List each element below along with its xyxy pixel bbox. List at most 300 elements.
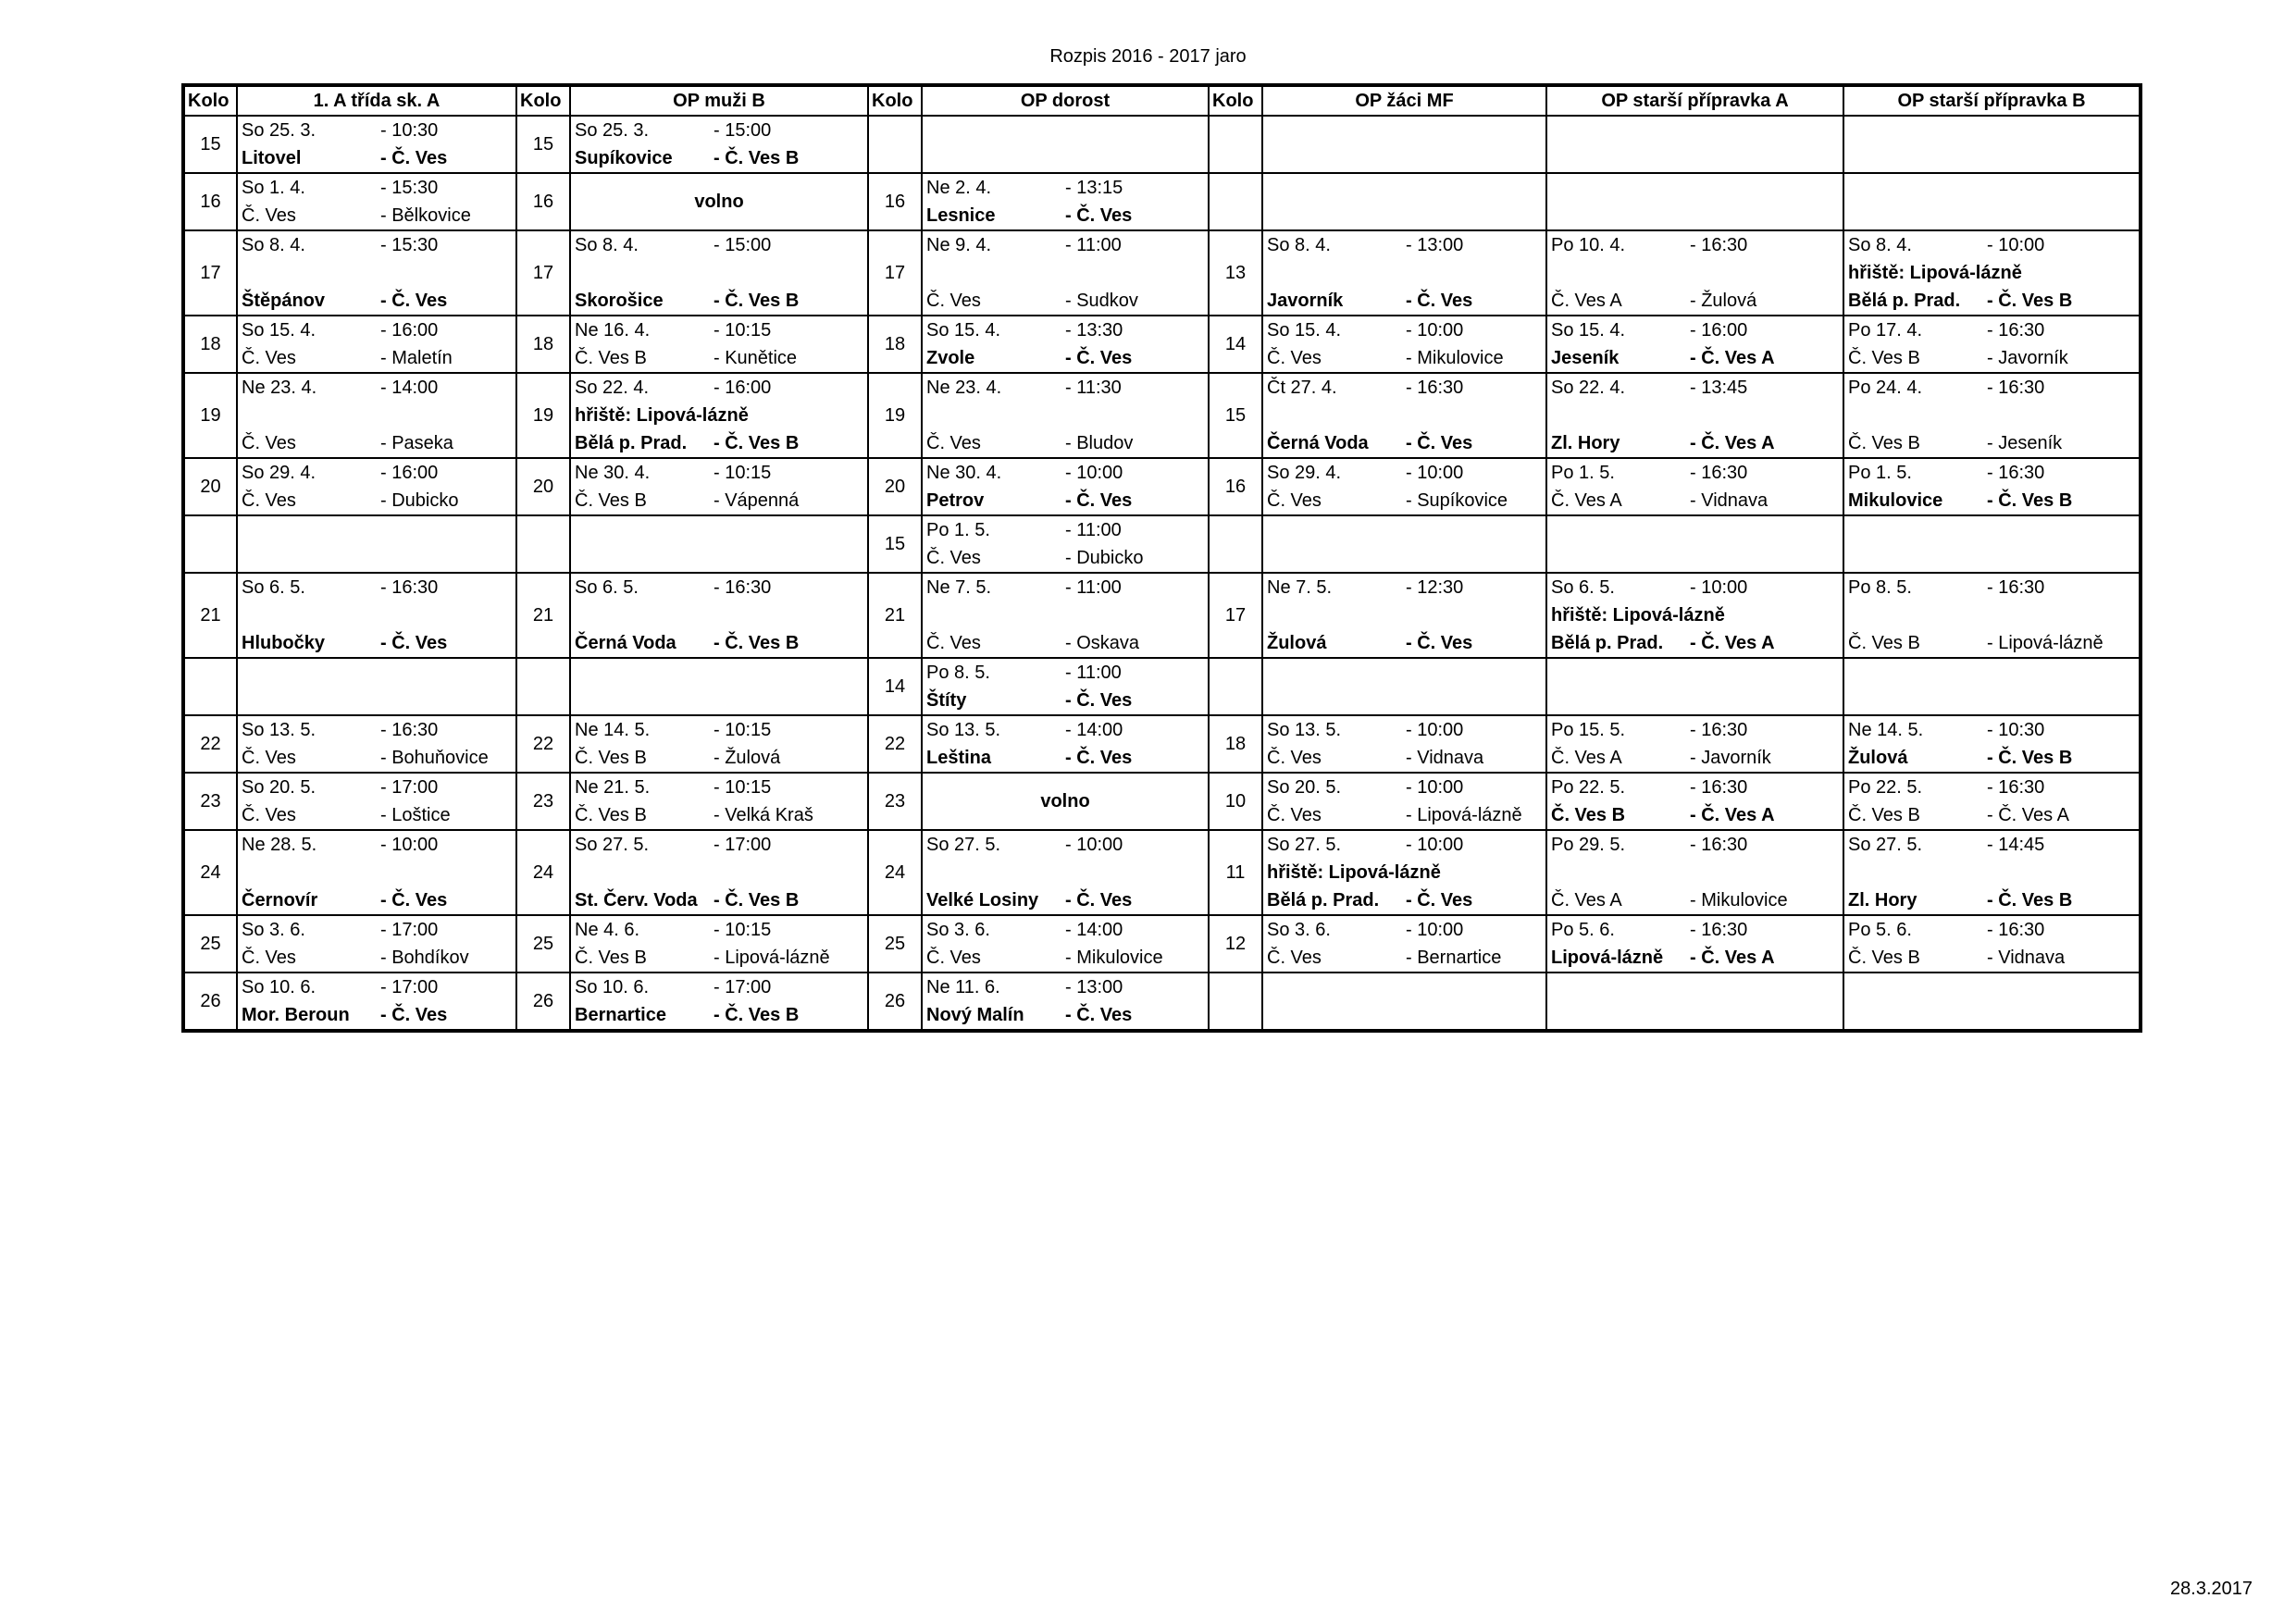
match-cell	[1262, 373, 1546, 458]
match-line	[242, 944, 514, 972]
match-line-left: Černá Voda	[1267, 433, 1369, 453]
match-line-right: - 10:00	[380, 835, 439, 855]
match-line-left: Po 1. 5.	[926, 520, 990, 540]
match-cell	[1262, 230, 1546, 316]
match-line-left: Supíkovice	[575, 148, 673, 168]
match-line-left: Zl. Hory	[1551, 433, 1620, 453]
match-line-left: Nový Malín	[926, 1005, 1024, 1025]
match-line	[1848, 601, 2137, 629]
match-line-left: Ne 21. 5.	[575, 777, 651, 798]
kolo-number: 14	[1209, 316, 1262, 373]
match-line	[1848, 316, 2137, 344]
match-line-left: Č. Ves	[242, 348, 296, 368]
match-line	[1848, 1001, 2137, 1029]
match-line	[1267, 944, 1544, 972]
match-line	[242, 601, 514, 629]
match-line	[1267, 117, 1544, 144]
match-line-left: Černovír	[242, 890, 318, 911]
match-line-right: - Č. Ves	[380, 291, 448, 311]
match-line-left: Po 17. 4.	[1848, 320, 1923, 341]
match-line	[575, 374, 865, 402]
match-line	[242, 916, 514, 944]
match-line-left: Jeseník	[1551, 348, 1620, 368]
match-cell	[922, 173, 1209, 230]
match-line	[1848, 144, 2137, 172]
match-line	[242, 231, 514, 259]
match-line-left: Č. Ves	[926, 433, 981, 453]
match-line	[242, 744, 514, 772]
match-line	[1267, 831, 1544, 859]
match-cell	[237, 173, 516, 230]
match-line	[1267, 144, 1544, 172]
match-line-right: - 14:00	[1065, 920, 1123, 940]
match-line	[926, 429, 1206, 457]
match-line	[926, 601, 1206, 629]
schedule-row	[183, 715, 2141, 773]
kolo-number: 26	[868, 973, 922, 1031]
match-line	[926, 859, 1206, 886]
match-line	[242, 117, 514, 144]
match-line-left: Č. Ves B	[575, 490, 647, 511]
match-cell	[237, 915, 516, 973]
kolo-number: 12	[1209, 915, 1262, 973]
schedule-row	[183, 458, 2141, 515]
match-line	[242, 687, 514, 714]
match-cell	[570, 973, 868, 1031]
match-line-right: - Č. Ves	[380, 633, 448, 653]
kolo-number: 14	[868, 658, 922, 715]
match-cell	[1843, 915, 2141, 973]
match-line-right: - Paseka	[380, 433, 453, 453]
match-line-right: - 10:00	[1987, 235, 2045, 255]
match-line-right: - 17:00	[380, 920, 439, 940]
match-line	[1551, 459, 1841, 487]
match-line	[926, 716, 1206, 744]
match-line	[1848, 231, 2137, 259]
kolo-number	[183, 515, 237, 573]
match-line-right: - Dubicko	[1065, 548, 1144, 568]
match-line	[1551, 774, 1841, 801]
match-line	[1551, 744, 1841, 772]
match-cell	[570, 316, 868, 373]
kolo-number: 19	[183, 373, 237, 458]
match-line-right: - 16:30	[1987, 920, 2045, 940]
match-line-right: - Sudkov	[1065, 291, 1138, 311]
match-cell	[1843, 316, 2141, 373]
match-line-right: - 16:30	[1987, 320, 2045, 341]
match-line	[242, 516, 514, 544]
match-cell	[1843, 573, 2141, 658]
match-line-left: Č. Ves B	[575, 348, 647, 368]
match-line-right: - Č. Ves	[1406, 890, 1473, 911]
match-line-right: - 10:00	[1065, 463, 1123, 483]
match-line	[926, 374, 1206, 402]
match-line-right: - Loštice	[380, 805, 451, 825]
match-line-right: - Č. Ves B	[1987, 890, 2073, 911]
match-line	[1551, 287, 1841, 315]
match-line-right: - Č. Ves A	[1987, 805, 2069, 825]
match-line	[575, 831, 865, 859]
match-line-left: Žulová	[1848, 748, 1908, 768]
match-line	[1551, 916, 1841, 944]
match-line	[1848, 687, 2137, 714]
match-line	[1267, 287, 1544, 315]
header-kolo: Kolo	[516, 85, 570, 116]
match-line-right: - Vidnava	[1987, 948, 2066, 968]
match-line-left: Č. Ves B	[1848, 348, 1920, 368]
match-line	[1267, 1001, 1544, 1029]
match-line-left: Po 5. 6.	[1848, 920, 1912, 940]
match-line-right: - Č. Ves B	[714, 1005, 800, 1025]
match-line-right: - 11:00	[1065, 663, 1122, 683]
match-line-right: - 10:00	[1690, 577, 1748, 598]
match-line	[926, 316, 1206, 344]
match-line-left: Č. Ves B	[1848, 805, 1920, 825]
kolo-number: 11	[1209, 830, 1262, 915]
match-line	[242, 287, 514, 315]
kolo-number: 18	[516, 316, 570, 373]
match-line	[926, 202, 1206, 229]
match-line-left: Ne 23. 4.	[926, 378, 1002, 398]
match-line-right: - Maletín	[380, 348, 453, 368]
match-line	[575, 429, 865, 457]
kolo-number: 21	[516, 573, 570, 658]
match-line-right: - Lipová-lázně	[714, 948, 830, 968]
match-line	[1551, 629, 1841, 657]
match-line	[575, 774, 865, 801]
match-line	[926, 287, 1206, 315]
match-cell	[237, 316, 516, 373]
empty-cell	[1546, 173, 1843, 230]
match-line	[575, 287, 865, 315]
match-cell	[922, 458, 1209, 515]
kolo-number: 26	[183, 973, 237, 1031]
match-line-left: Ne 16. 4.	[575, 320, 651, 341]
match-line	[1267, 259, 1544, 287]
schedule-row	[183, 658, 2141, 715]
kolo-number: 24	[868, 830, 922, 915]
match-line	[575, 687, 865, 714]
kolo-number: 21	[868, 573, 922, 658]
match-line-left: Č. Ves	[926, 948, 981, 968]
match-cell	[1843, 373, 2141, 458]
match-line-left: Bernartice	[575, 1005, 666, 1025]
match-line-right: - 16:30	[1690, 463, 1748, 483]
match-line	[1267, 916, 1544, 944]
match-line	[1551, 374, 1841, 402]
match-line-right: - 13:00	[1065, 977, 1123, 997]
page-title: Rozpis 2016 - 2017 jaro	[1049, 46, 1247, 67]
match-line-right: - 17:00	[380, 777, 439, 798]
match-line	[1848, 287, 2137, 315]
empty-cell	[1546, 658, 1843, 715]
schedule-row	[183, 830, 2141, 915]
empty-cell	[1843, 116, 2141, 173]
footer-date: 28.3.2017	[2170, 1579, 2253, 1599]
match-cell	[1843, 230, 2141, 316]
match-line	[242, 344, 514, 372]
empty-cell	[1546, 973, 1843, 1031]
match-line-right: - Č. Ves	[1406, 433, 1473, 453]
match-line	[1551, 886, 1841, 914]
match-line-left: Č. Ves	[242, 205, 296, 226]
match-line-left: Po 22. 5.	[1551, 777, 1626, 798]
match-line-left: Po 22. 5.	[1848, 777, 1923, 798]
match-line	[926, 831, 1206, 859]
schedule-row	[183, 573, 2141, 658]
match-line-right: - 16:00	[714, 378, 772, 398]
match-line-left: Petrov	[926, 490, 985, 511]
match-line-left: So 20. 5.	[242, 777, 316, 798]
match-line	[575, 659, 865, 687]
match-line-right: - 17:00	[714, 977, 772, 997]
kolo-number: 18	[1209, 715, 1262, 773]
match-line	[1848, 973, 2137, 1001]
match-line	[1848, 374, 2137, 402]
empty-cell	[1546, 515, 1843, 573]
match-cell	[922, 515, 1209, 573]
match-line-left: Po 8. 5.	[1848, 577, 1912, 598]
match-line	[926, 402, 1206, 429]
match-line-right: - Bludov	[1065, 433, 1134, 453]
match-line-left: So 6. 5.	[575, 577, 639, 598]
match-line-left: So 3. 6.	[1267, 920, 1331, 940]
match-line-left: Velké Losiny	[926, 890, 1039, 911]
header-competition: OP starší přípravka B	[1843, 85, 2141, 116]
kolo-number: 23	[183, 773, 237, 830]
match-line	[1551, 231, 1841, 259]
match-cell	[237, 773, 516, 830]
match-line	[242, 1001, 514, 1029]
empty-cell	[1546, 116, 1843, 173]
match-line-right: - 14:45	[1987, 835, 2045, 855]
header-row	[183, 85, 2141, 116]
match-line-left: So 6. 5.	[242, 577, 305, 598]
match-line-left: So 29. 4.	[242, 463, 316, 483]
match-line-left: Ne 9. 4.	[926, 235, 992, 255]
match-line	[926, 174, 1206, 202]
match-line	[1551, 687, 1841, 714]
match-line-left: Javorník	[1267, 291, 1344, 311]
match-line-left: Č. Ves B	[575, 805, 647, 825]
match-line	[242, 973, 514, 1001]
header-kolo: Kolo	[1209, 85, 1262, 116]
match-line-right: - 16:30	[380, 720, 439, 740]
header-competition: OP žáci MF	[1262, 85, 1546, 116]
empty-cell	[922, 116, 1209, 173]
match-line	[242, 659, 514, 687]
match-line	[1848, 886, 2137, 914]
match-line	[242, 174, 514, 202]
match-line	[575, 544, 865, 572]
kolo-number: 25	[868, 915, 922, 973]
match-line	[242, 429, 514, 457]
match-line-right: - Č. Ves B	[714, 890, 800, 911]
match-line	[1551, 202, 1841, 229]
kolo-number: 23	[516, 773, 570, 830]
match-line-right: - 11:00	[1065, 235, 1122, 255]
match-line	[242, 629, 514, 657]
match-cell	[1262, 316, 1546, 373]
match-line	[926, 629, 1206, 657]
match-cell	[237, 573, 516, 658]
match-cell	[1262, 830, 1546, 915]
match-line	[1551, 344, 1841, 372]
match-cell	[1262, 715, 1546, 773]
match-line-right: - Č. Ves	[1065, 490, 1133, 511]
match-line-right: - Vápenná	[714, 490, 800, 511]
match-line-left: Č. Ves	[242, 805, 296, 825]
kolo-number: 20	[183, 458, 237, 515]
match-line-left: Bělá p. Prad.	[1848, 291, 1961, 311]
match-line-right: - Č. Ves B	[714, 433, 800, 453]
match-line	[1551, 973, 1841, 1001]
match-line-left: Zl. Hory	[1848, 890, 1917, 911]
match-line-left: Č. Ves B	[575, 748, 647, 768]
match-line	[1848, 629, 2137, 657]
kolo-number: 24	[183, 830, 237, 915]
match-line	[1551, 601, 1841, 629]
match-line-right: - 15:00	[714, 120, 772, 141]
match-line	[575, 1001, 865, 1029]
match-line	[1267, 487, 1544, 514]
match-line	[1267, 374, 1544, 402]
match-line	[1551, 487, 1841, 514]
kolo-number	[868, 116, 922, 173]
match-line-left: Ne 7. 5.	[1267, 577, 1333, 598]
match-line	[1848, 801, 2137, 829]
match-line-right: - Č. Ves	[1065, 205, 1133, 226]
match-line-right: - Č. Ves	[380, 890, 448, 911]
match-line-left: So 22. 4.	[575, 378, 650, 398]
match-line-right: - 10:30	[1987, 720, 2045, 740]
match-line-left: Ne 2. 4.	[926, 178, 992, 198]
match-line-left: Č. Ves	[926, 633, 981, 653]
match-line	[1267, 174, 1544, 202]
match-cell	[922, 830, 1209, 915]
match-line-left: Č. Ves B	[1551, 805, 1626, 825]
match-line-left: So 13. 5.	[926, 720, 1001, 740]
match-line-right: - 10:15	[714, 777, 772, 798]
kolo-number: 18	[183, 316, 237, 373]
kolo-number: 15	[516, 116, 570, 173]
match-line	[575, 402, 865, 429]
header-kolo: Kolo	[868, 85, 922, 116]
match-line	[242, 544, 514, 572]
match-line-right: - 16:30	[1690, 920, 1748, 940]
match-line	[575, 859, 865, 886]
match-line	[926, 516, 1206, 544]
match-cell	[922, 715, 1209, 773]
match-line-left: Č. Ves A	[1551, 291, 1622, 311]
match-line-left: Č. Ves	[1267, 948, 1322, 968]
match-line-left: So 8. 4.	[1267, 235, 1331, 255]
match-line-right: - Mikulovice	[1406, 348, 1504, 368]
match-cell	[570, 373, 868, 458]
match-line-right: - Javorník	[1690, 748, 1771, 768]
match-line	[1551, 831, 1841, 859]
empty-cell	[1843, 173, 2141, 230]
match-line	[1551, 859, 1841, 886]
match-line-right: - Bohdíkov	[380, 948, 469, 968]
match-line	[1848, 174, 2137, 202]
match-cell	[1546, 830, 1843, 915]
match-line-right: - Oskava	[1065, 633, 1140, 653]
empty-cell	[1843, 973, 2141, 1031]
match-line-right: - Č. Ves	[1406, 633, 1473, 653]
match-cell	[237, 230, 516, 316]
empty-cell	[1262, 116, 1546, 173]
match-line-right: - Č. Ves B	[714, 291, 800, 311]
match-line	[1551, 716, 1841, 744]
match-line-right: - 16:30	[1406, 378, 1464, 398]
match-line	[1267, 629, 1544, 657]
match-line-right: - 10:00	[1406, 920, 1464, 940]
match-line-left: hřiště: Lipová-lázně	[1848, 263, 2022, 283]
match-line	[1551, 316, 1841, 344]
match-cell	[1843, 773, 2141, 830]
kolo-number	[1209, 973, 1262, 1031]
match-line-right: - 16:30	[1987, 777, 2045, 798]
match-line	[1551, 574, 1841, 601]
match-cell	[1546, 715, 1843, 773]
kolo-number: 16	[868, 173, 922, 230]
match-line-right: - Č. Ves	[1065, 690, 1133, 711]
match-line	[575, 259, 865, 287]
schedule-row	[183, 373, 2141, 458]
match-line	[1848, 516, 2137, 544]
match-line	[242, 774, 514, 801]
match-line-left: So 15. 4.	[1551, 320, 1626, 341]
match-line-right: - 11:30	[1065, 378, 1122, 398]
match-line-right: - Č. Ves A	[1690, 433, 1775, 453]
match-line	[1267, 859, 1544, 886]
match-line	[242, 716, 514, 744]
kolo-number	[1209, 658, 1262, 715]
match-line	[575, 629, 865, 657]
match-line	[1267, 716, 1544, 744]
match-line-right: - 14:00	[1065, 720, 1123, 740]
match-cell	[237, 373, 516, 458]
match-line	[1848, 916, 2137, 944]
kolo-number: 20	[868, 458, 922, 515]
match-line-right: - 10:15	[714, 463, 772, 483]
match-line-right: - 15:30	[380, 235, 439, 255]
match-line	[926, 916, 1206, 944]
match-line	[575, 601, 865, 629]
match-line	[575, 487, 865, 514]
match-line	[242, 374, 514, 402]
match-line	[1267, 744, 1544, 772]
kolo-number: 16	[1209, 458, 1262, 515]
match-line	[242, 859, 514, 886]
match-cell	[237, 973, 516, 1031]
match-line-left: So 6. 5.	[1551, 577, 1615, 598]
match-cell	[570, 573, 868, 658]
match-line	[1267, 429, 1544, 457]
schedule-row	[183, 316, 2141, 373]
kolo-number	[516, 658, 570, 715]
match-line	[1848, 459, 2137, 487]
match-cell	[922, 658, 1209, 715]
match-line-right: - Bernartice	[1406, 948, 1502, 968]
kolo-number	[183, 658, 237, 715]
kolo-number	[1209, 116, 1262, 173]
match-line-left: Č. Ves	[926, 548, 981, 568]
match-line-right: - 10:15	[714, 320, 772, 341]
match-line	[575, 231, 865, 259]
kolo-number: 16	[183, 173, 237, 230]
